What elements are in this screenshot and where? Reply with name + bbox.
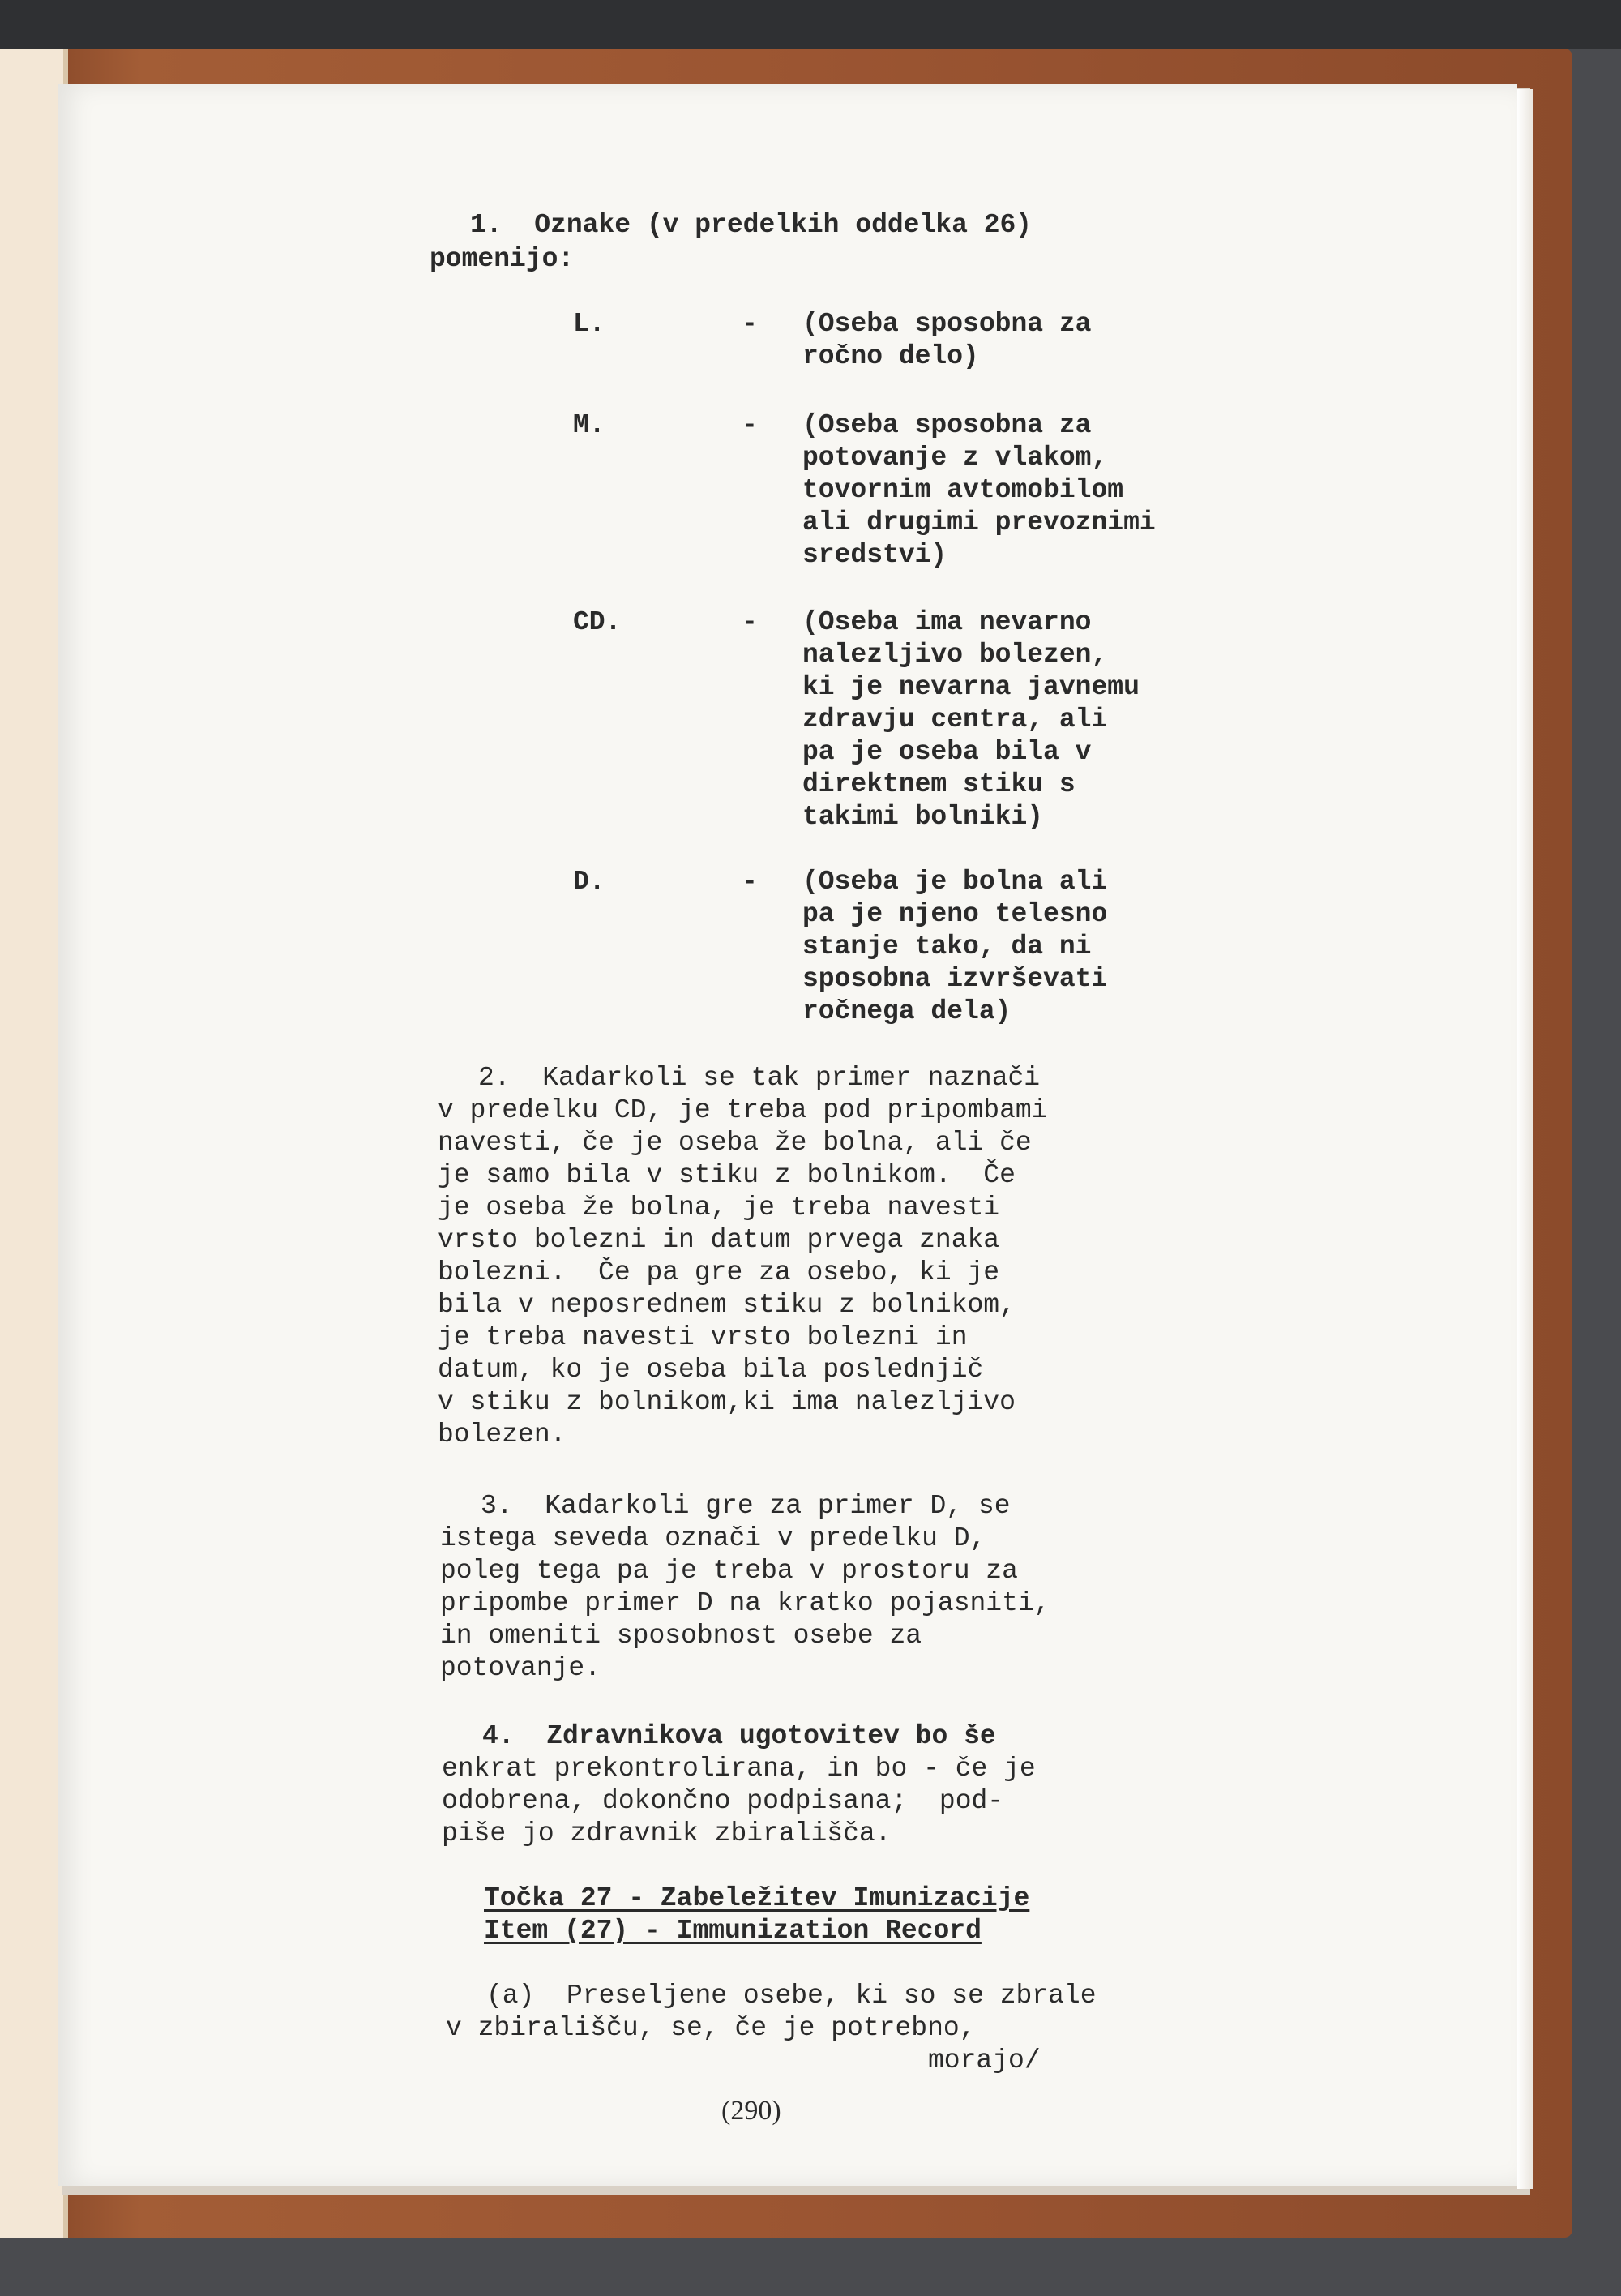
code-d-line: pa je njeno telesno (802, 899, 1108, 929)
code-m-dash: - (742, 410, 758, 440)
code-cd-line: ki je nevarna javnemu (802, 672, 1140, 702)
paragraph-a-line: (a) Preseljene osebe, ki so se zbrale (486, 1981, 1097, 2011)
paragraph3-line: 3. Kadarkoli gre za primer D, se (481, 1491, 1011, 1521)
code-cd-line: direktnem stiku s (802, 769, 1076, 799)
paragraph3-line: poleg tega pa je treba v prostoru za (440, 1556, 1018, 1586)
code-l: L. (573, 309, 605, 339)
paragraph2-line: bolezen. (438, 1420, 567, 1450)
paragraph2-line: 2. Kadarkoli se tak primer naznači (478, 1063, 1041, 1093)
code-m-line: sredstvi) (802, 540, 947, 570)
paragraph4-line: odobrena, dokončno podpisana; pod- (442, 1786, 1004, 1816)
desk-background (0, 0, 1621, 49)
paragraph2-line: bila v neposrednem stiku z bolnikom, (438, 1290, 1016, 1320)
paragraph4-line: piše jo zdravnik zbirališča. (442, 1818, 892, 1848)
paragraph2-line: je samo bila v stiku z bolnikom. Če (438, 1160, 1016, 1190)
paragraph-a-line: v zbirališču, se, če je potrebno, (446, 2013, 976, 2043)
code-cd-line: takimi bolniki) (802, 802, 1044, 832)
paragraph2-line: datum, ko je oseba bila poslednjič (438, 1355, 984, 1385)
paragraph2-line: vrsto bolezni in datum prvega znaka (438, 1225, 1000, 1255)
paragraph2-line: je treba navesti vrsto bolezni in (438, 1322, 968, 1352)
continuation-word: morajo/ (928, 2045, 1041, 2075)
code-cd-dash: - (742, 607, 758, 637)
page-edge (1517, 89, 1533, 2189)
paragraph2-line: bolezni. Če pa gre za osebo, ki je (438, 1257, 1000, 1287)
code-cd-line: nalezljivo bolezen, (802, 640, 1108, 670)
paragraph2-line: v stiku z bolnikom,ki ima nalezljivo (438, 1387, 1016, 1417)
paragraph3-line: pripombe primer D na kratko pojasniti, (440, 1588, 1050, 1618)
code-d-line: (Oseba je bolna ali (802, 867, 1108, 897)
item1-line1: 1. Oznake (v predelkih oddelka 26) (470, 210, 1033, 240)
paragraph2-line: navesti, če je oseba že bolna, ali če (438, 1128, 1032, 1158)
code-l-dash: - (742, 309, 758, 339)
paragraph2-line: v predelku CD, je treba pod pripombami (438, 1095, 1048, 1125)
code-cd: CD. (573, 607, 622, 637)
code-m-line: ali drugimi prevoznimi (802, 508, 1156, 538)
code-d-line: sposobna izvrševati (802, 964, 1108, 994)
code-d-line: ročnega dela) (802, 996, 1012, 1026)
page-number: (290) (721, 2096, 781, 2126)
code-cd-line: pa je oseba bila v (802, 737, 1092, 767)
code-cd-line: (Oseba ima nevarno (802, 607, 1092, 637)
paragraph2-line: je oseba že bolna, je treba navesti (438, 1193, 1000, 1223)
code-l-line: ročno delo) (802, 341, 979, 371)
paragraph4-line: 4. Zdravnikova ugotovitev bo še (482, 1721, 996, 1751)
code-cd-line: zdravju centra, ali (802, 705, 1108, 735)
paragraph4-line: enkrat prekontrolirana, in bo - če je (442, 1754, 1036, 1784)
paragraph3-line: istega seveda označi v predelku D, (440, 1523, 986, 1553)
code-m-line: potovanje z vlakom, (802, 443, 1108, 473)
section-heading-english: Item (27) - Immunization Record (484, 1916, 982, 1946)
code-d-dash: - (742, 867, 758, 897)
paragraph3-line: potovanje. (440, 1653, 601, 1683)
code-d-line: stanje tako, da ni (802, 932, 1092, 962)
code-m-line: (Oseba sposobna za (802, 410, 1092, 440)
code-d: D. (573, 867, 605, 897)
code-m-line: tovornim avtomobilom (802, 475, 1124, 505)
code-l-line: (Oseba sposobna za (802, 309, 1092, 339)
section-heading-slovene: Točka 27 - Zabeležitev Imunizacije (484, 1883, 1030, 1913)
item1-line2: pomenijo: (430, 244, 575, 274)
code-m: M. (573, 410, 605, 440)
paragraph3-line: in omeniti sposobnost osebe za (440, 1621, 922, 1651)
